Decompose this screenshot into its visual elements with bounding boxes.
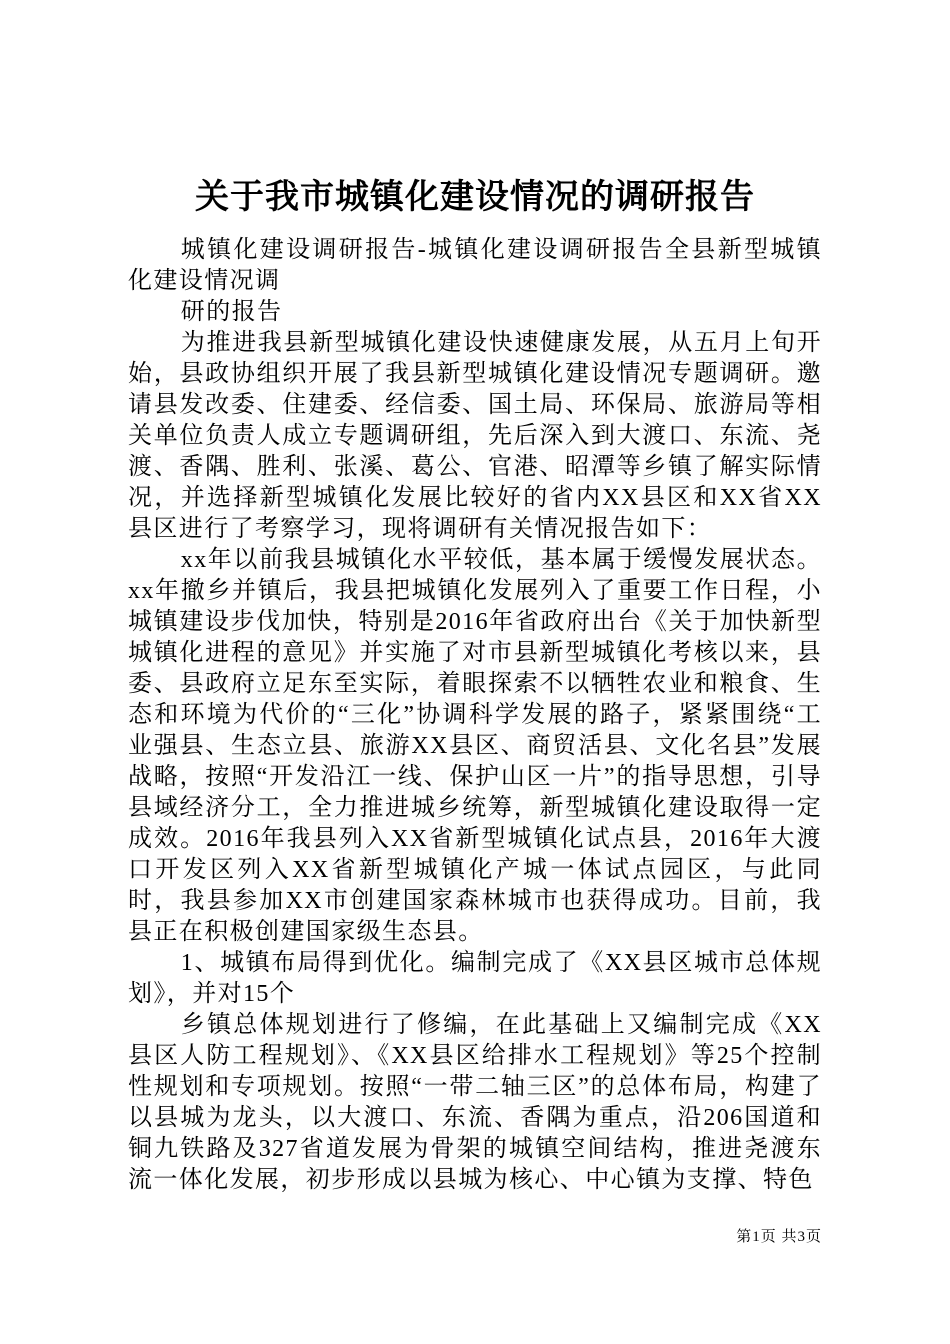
paragraph: 城镇化建设调研报告-城镇化建设调研报告全县新型城镇化建设情况调: [128, 237, 822, 294]
paragraph: 为推进我县新型城镇化建设快速健康发展，从五月上旬开始，县政协组织开展了我县新型城镇化建设情况专题调研。邀请县发改委、住建委、经信委、国土局、环保局、旅游局等相关单位负责人成立专题调研组，先后深入到大渡口、东流、尧渡、香隅、胜利、张溪、葛公、官港、昭潭等乡镇了解实际情况，并选择新型城镇化发展比较好的省内XX县区和XX省XX县区进行了考察学习，现将调研有关情况报告如下：: [128, 330, 822, 542]
document-body: [128, 235, 822, 1196]
paragraph: 研的报告: [180, 299, 283, 325]
paragraph: 乡镇总体规划进行了修编，在此基础上又编制完成《XX县区人防工程规划》、《XX县区给排水工程规划》等25个控制性规划和专项规划。按照“一带二轴三区”的总体布局，构建了以县城为龙头，以大渡口、东流、香隅为重点，沿206国道和铜九铁路及327省道发展为骨架的城镇空间结构，推进尧渡东流一体化发展，初步形成以县城为核心、中心镇为支撑、特色: [128, 1012, 822, 1193]
page-footer: [736, 1228, 822, 1246]
document-title: 关于我市城镇化建设情况的调研报告: [195, 179, 755, 216]
paragraph: xx年以前我县城镇化水平较低，基本属于缓慢发展状态。xx年撤乡并镇后，我县把城镇化发展列入了重要工作日程，小城镇建设步伐加快，特别是2016年省政府出台《关于加快新型城镇化进程的意见》并实施了对市县新型城镇化考核以来，县委、县政府立足东至实际，着眼探索不以牺牲农业和粮食、生态和环境为代价的“三化”协调科学发展的路子，紧紧围绕“工业强县、生态立县、旅游XX县区、商贸活县、文化名县”发展战略，按照“开发沿江一线、保护山区一片”的指导思想，引导县域经济分工，全力推进城乡统筹，新型城镇化建设取得一定成效。2016年我县列入XX省新型城镇化试点县，2016年大渡口开发区列入XX省新型城镇化产城一体试点园区，与此同时，我县参加XX市创建国家森林城市也获得成功。目前，我县正在积极创建国家级生态县。: [128, 547, 822, 945]
paragraph: 1、城镇布局得到优化。编制完成了《XX县区城市总体规划》，并对15个: [128, 950, 822, 1007]
page-number-indicator: 第1页 共3页: [736, 1229, 822, 1245]
